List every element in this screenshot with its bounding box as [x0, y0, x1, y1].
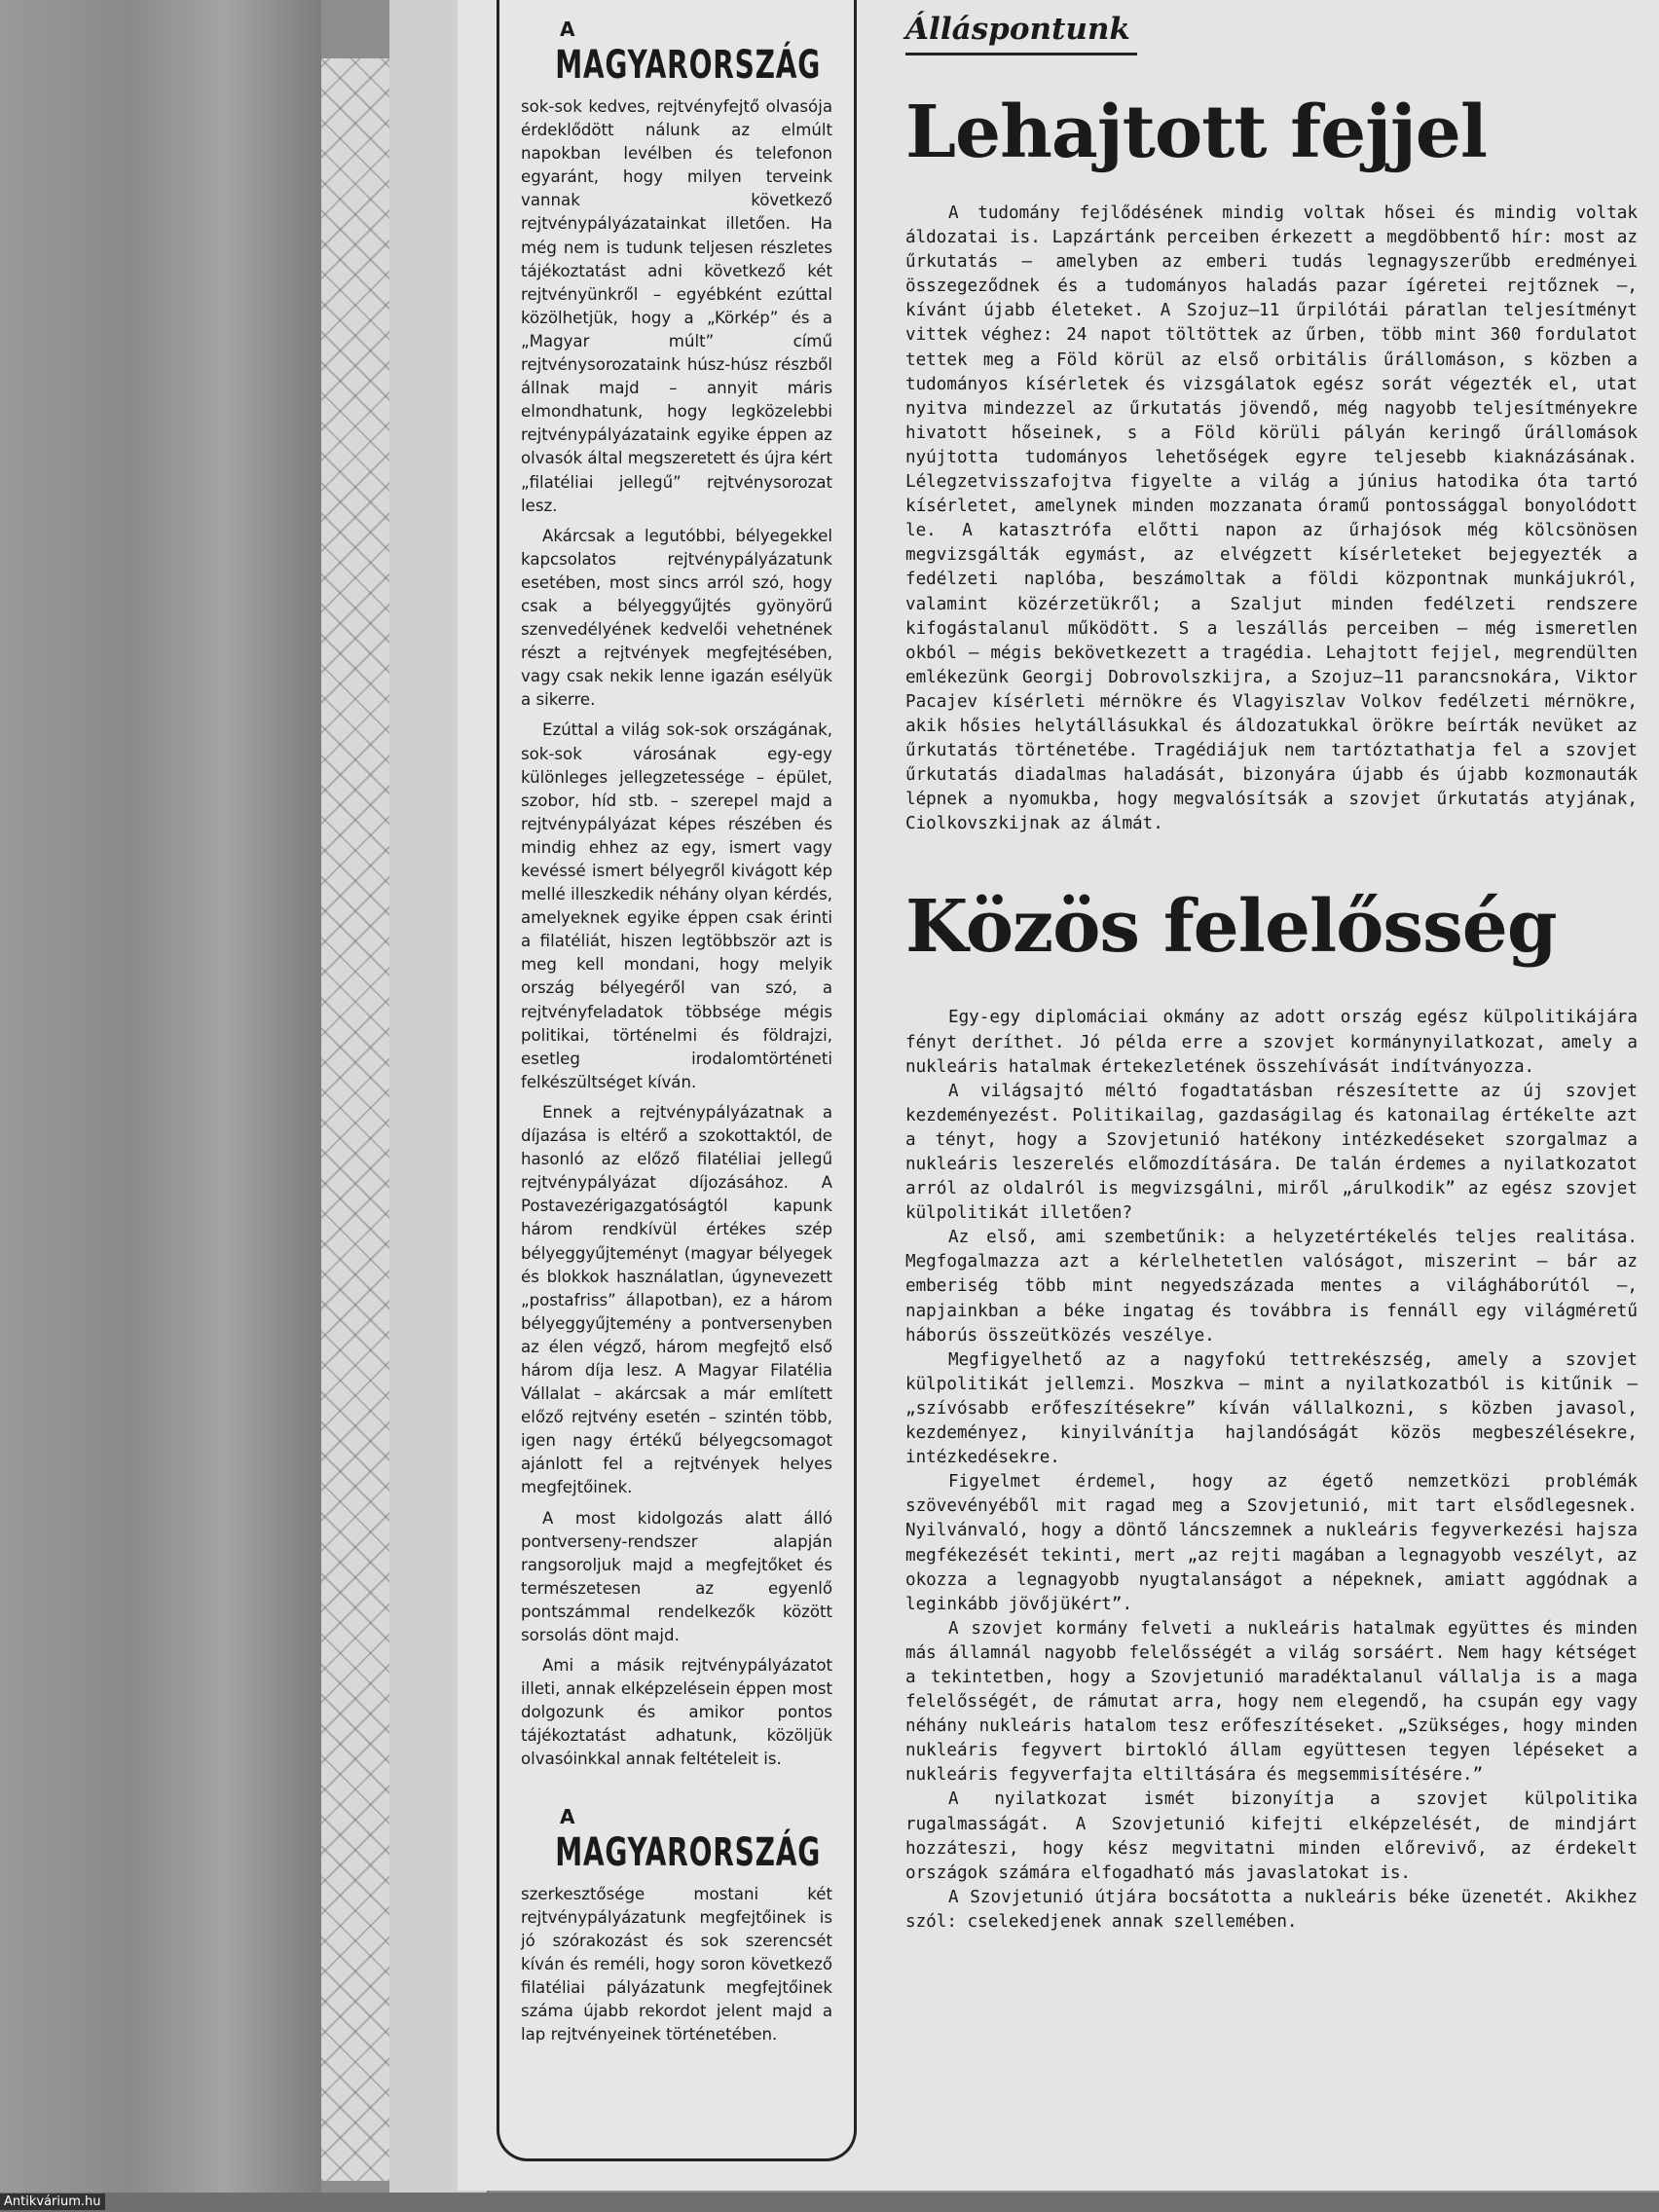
- article2-paragraph: A Szovjetunió útjára bocsátotta a nukleáris béke üzenetét. Akikhez szól: cselekedjenek annak szellemében.: [905, 1887, 1638, 1932]
- background-left: [0, 0, 321, 2212]
- article1-headline: Lehajtott fejjel: [905, 91, 1487, 174]
- sidebar-paragraph: sok-sok kedves, rejtvényfejtő olvasója érdeklődött nálunk az elmúlt napokban levélben és telefonon egyaránt, hogy milyen terveink vannak következő rejtvénypályázatainkat illetően. Ha még nem is tudunk teljesen részletes tájékoztatást adni következő két rejtvényünkről – egyébként ezúttal közölhetjük, hogy a „Körkép” és a „Magyar múlt” című rejtvénysorozataink húsz-húsz részből állnak majd – annyit máris elmondhatunk, hogy legközelebbi rejtvénypályázataink egyike éppen az olvasók által megszeretett és újra kért „filatéliai jellegű” rejtvénysorozat lesz.: [521, 97, 832, 515]
- article2-paragraph: Megfigyelhető az a nagyfokú tettrekészség, amely a szovjet külpolitikát jellemzi. Moszkva – mint a nyilatkozatból is kitűnik – „szívósabb erőfeszítésekre” kíván vállalkozni, s közben javasol, kezdeményez, kinyilvánítja hajlandóságát közös megbeszélésekre, intézkedésekre.: [905, 1349, 1638, 1468]
- article1-body: [905, 202, 1638, 836]
- section-kicker: Álláspontunk: [905, 12, 1137, 55]
- binding-spine: [321, 58, 392, 2181]
- sidebar-text: [521, 95, 832, 1772]
- article2-body: [905, 1006, 1638, 1935]
- background-bottom: [0, 2193, 1659, 2212]
- article2-headline: Közös felelősség: [905, 885, 1557, 970]
- sidebar-paragraph: A most kidolgozás alatt álló pontverseny-rendszer alapján rangsoroljuk majd a megfejtőket és természetesen az egyenlő pontszámmal rendelkezők között sorsolás dönt majd.: [521, 1508, 832, 1644]
- article2-paragraph: A világsajtó méltó fogadtatásban részesítette az új szovjet kezdeményezést. Politikailag, gazdaságilag és katonailag értékelte azt a tényt, hogy a Szovjetunió hatékony intézkedéseket szorgalmaz a nukleáris leszerelés előmozdítására. De talán érdemes a nyilatkozatot arról az oldalról is megvizsgálni, miről „árulkodik” az egész szovjet külpolitikát illetően?: [905, 1081, 1638, 1224]
- sidebar-paragraph: Ezúttal a világ sok-sok országának, sok-sok városának egy-egy különleges jellegzetessége – épület, szobor, híd stb. – szerepel majd a rejtvénypályázat képes részében és mindig ehhez az egy, ismert vagy kevéssé ismert bélyegről kivágott kép mellé illeszkedik néhány olyan kérdés, amelyeknek egyike éppen csak érinti a filatéliát, hiszen legtöbbször azt is meg kell mondani, hogy melyik ország bélyegéről van szó, a rejtvényfeladatok többsége mégis politikai, történelmi és földrajzi, esetleg irodalomtörténeti felkészültséget kíván.: [521, 720, 832, 1091]
- sidebar-closing: [521, 1883, 832, 2047]
- rejtveny-sidebar-box: [497, 0, 857, 2161]
- brand-logo: MAGYARORSZÁG: [555, 43, 822, 88]
- brand-logo-2: MAGYARORSZÁG: [555, 1829, 822, 1875]
- brand-prefix: A: [560, 18, 575, 41]
- sidebar-paragraph: Ami a másik rejtvénypályázatot illeti, annak elképzelésein éppen most dolgozunk és amikor pontos tájékoztatást adhatunk, közöljük olvasóinkkal annak feltételeit is.: [521, 1656, 832, 1769]
- sidebar-closing-text: szerkesztősége mostani két rejtvénypályázatunk megfejtőinek is jó szórakozást és sok szerencsét kíván és reméli, hogy soron következő filatéliai pályázatunk megfejtőinek száma újabb rekordot jelent majd a lap rejtvényeinek történetében.: [521, 1884, 832, 2045]
- article2-paragraph: Az első, ami szembetűnik: a helyzetértékelés teljes realitása. Megfogalmazza azt a kérlelhetetlen valóságot, miszerint – bár az emberiség több mint negyedszázada mentes a világháborútól –, napjainkban a béke ingatag és továbbra is fennáll egy világméretű háborús összeütközés veszélye.: [905, 1228, 1638, 1346]
- sidebar-paragraph: Ennek a rejtvénypályázatnak a díjazása is eltérő a szokottaktól, de hasonló az előző filatéliai jellegű rejtvénypályázat díjozásához. A Postavezérigazgatóságtól kapunk három rendkívül értékes szép bélyeggyűjteményt (magyar bélyegek és blokkok használatlan, úgynevezett „postafriss” állapotban), ez a három bélyeggyűjtemény a pontversenyben az élen végző, három megfejtő első három díja lesz. A Magyar Filatélia Vállalat – akárcsak a már említett előző rejtvény esetén – szintén több, igen nagy értékű bélyegcsomagot ajánlott fel a rejtvények helyes megfejtőinek.: [521, 1102, 832, 1497]
- article2-paragraph: Egy-egy diplomáciai okmány az adott ország egész külpolitikájára fényt deríthet. Jó példa erre a szovjet kormánynyilatkozat, amely a nukleáris hatalmak értekezletének összehívását indítványozza.: [905, 1008, 1638, 1077]
- main-column: [905, 0, 1638, 1935]
- watermark: Antikvárium.hu: [0, 2194, 105, 2210]
- article1-paragraph: A tudomány fejlődésének mindig voltak hősei és mindig voltak áldozatai is. Lapzártánk perceiben érkezett a megdöbbentő hír: most az űrkutatás – amelyben az emberi tudás legnagyszerűbb eredményei összegeződnek és a tudományos haladás pazar ígéretei rejtőznek –, kívánt újabb életeket. A Szojuz–11 űrpilótái páratlan teljesítményt vittek véghez: 24 napot töltöttek az űrben, több mint 360 fordulatot tettek meg a Föld körül az első orbitális űrállomáson, s közben a tudományos kísérletek és vizsgálatok egész sorát végezték el, utat nyitva mindezzel az űrkutatás jövendő, még nagyobb teljesítményekre hivatott hőseinek, s a Föld körüli pályán keringő űrállomások nyújtotta tudományos lehetőségek egyre teljesebb kiaknázásának. Lélegzetvisszafojtva figyelte a világ a június hatodika óta tartó kísérletet, amelynek minden mozzanata óramű pontossággal bonyolódott le. A katasztrófa előtti napon az űrhajósok még kölcsönösen megvizsgálták egymást, az elvégzett kísérleteket bejegyezték a fedélzeti naplóba, beszámoltak a földi központnak munkájukról, valamint közérzetükről; a Szaljut minden fedélzeti rendszere kifogástalanul működött. S a leszállás perceiben – még ismeretlen okból – mégis bekövetkezett a tragédia. Lehajtott fejjel, megrendülten emlékezünk Georgij Dobrovolszkijra, a Szojuz–11 parancsnokára, Viktor Pacajev kísérleti mérnökre és Vlagyiszlav Volkov fedélzeti mérnökre, akik hősies helytállásukkal és áldozatukkal örökre beírták nevüket az űrkutatás történetébe. Tragédiájuk nem tartóztathatja fel a szovjet űrkutatás diadalmas haladását, bizonyára újabb és újabb kozmonauták lépnek a nyomukba, hogy megvalósítsák a szovjet űrkutatás atyjának, Ciolkovszkijnak az álmát.: [905, 203, 1638, 834]
- article2-paragraph: A nyilatkozat ismét bizonyítja a szovjet külpolitika rugalmasságát. A Szovjetunió kifejti elképzelését, de mindjárt hozzáteszi, hogy kész megvitatni minden előrevivő, az érdekelt országok számára elfogadható más javaslatokat is.: [905, 1789, 1638, 1883]
- brand-prefix-2: A: [560, 1804, 575, 1828]
- article2-paragraph: A szovjet kormány felveti a nukleáris hatalmak együttes és minden más államnál nagyobb felelősségét a világ sorsáért. Nem hagy kétséget a tekintetben, hogy a Szovjetunió maradéktalanul vállalja is a maga felelősségét, de rámutat arra, hogy nem elegendő, ha csupán egy vagy néhány nukleáris hatalom tesz erőfeszítéseket. „Szükséges, hogy minden nukleáris fegyvert birtokló állam együttesen tegyen lépéseket a nukleáris fegyverfajta eltiltására és megsemmisítésére.”: [905, 1618, 1638, 1786]
- article2-paragraph: Figyelmet érdemel, hogy az égető nemzetközi problémák szövevényéből mit ragad meg a Szovjetunió, mit tart elsődlegesnek. Nyilvánvaló, hogy a döntő láncszemnek a nukleáris fegyverkezési hajsza megfékezését tekinti, mert „az rejti magában a legnagyobb veszélyt, az okozza a legnagyobb nyugtalanságot a népeknek, amiatt aggódnak a leginkább jövőjükért”.: [905, 1472, 1638, 1614]
- sidebar-paragraph: Akárcsak a legutóbbi, bélyegekkel kapcsolatos rejtvénypályázatunk esetében, most sincs arról szó, hogy csak a bélyeggyűjtés gyönyörű szenvedélyének kedvelői vehetnének részt a rejtvények megfejtésében, vagy csak nekik lenne igazán esélyük a sikerre.: [521, 526, 832, 710]
